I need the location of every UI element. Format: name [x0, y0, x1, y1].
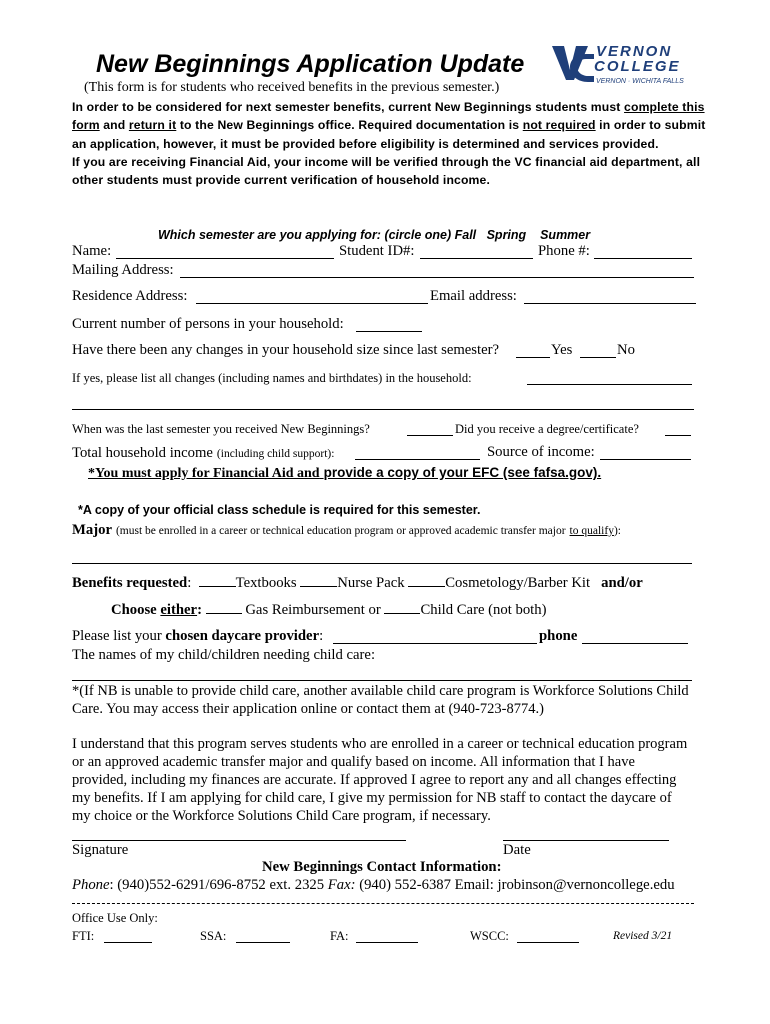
office-fti-field[interactable] — [104, 942, 152, 943]
contact-heading: New Beginnings Contact Information: — [262, 859, 502, 875]
office-fti-label: FTI: — [72, 929, 95, 943]
semester-prompt: Which semester are you applying for: (circle one) Fall Spring Summer — [158, 228, 591, 242]
major-label: Major (must be enrolled in a career or technical education program or approved academic transfer major to qualify): — [72, 522, 621, 538]
income-source-field[interactable] — [600, 459, 691, 460]
fafsa-note: *You must apply for Financial Aid and provide a copy of your EFC (see fafsa.gov). — [88, 465, 602, 481]
phone-field[interactable] — [594, 258, 692, 259]
childcare-note: *(If NB is unable to provide child care, another available child care program is Workforce Solutions Child Care. You may access their application online or contact them at (940-723-8774.) — [72, 683, 689, 717]
nurse-pack-field[interactable] — [300, 574, 337, 587]
office-ssa-field[interactable] — [236, 942, 290, 943]
signature-field[interactable] — [72, 840, 406, 841]
benefits-row: Benefits requested: Textbooks Nurse Pack Cosmetology/Barber Kit and/or — [72, 575, 643, 591]
student-id-label: Student ID#: — [339, 243, 415, 259]
daycare-phone-field[interactable] — [582, 643, 688, 644]
cosmetology-field[interactable] — [408, 574, 445, 587]
household-change-label: Have there been any changes in your household size since last semester? — [72, 342, 500, 358]
children-field[interactable] — [72, 680, 692, 681]
contact-email[interactable]: Email: jrobinson@vernoncollege.edu — [454, 877, 675, 893]
agreement-text: I understand that this program serves students who are enrolled in a career or technical education program or an approved academic transfer major and qualify based on income. All information that I have provided, including my finances are accurate. If approved I agree to report any and all changes effecting my benefits. If I am applying for child care, I give my permission for NB staff to contact the daycare of my choice or the Workforce Solutions Child Care program, if necessary. — [72, 736, 688, 824]
schedule-note: *A copy of your official class schedule is required for this semester. — [78, 503, 481, 517]
household-yes-field[interactable] — [516, 357, 550, 358]
income-label: Total household income (including child support): — [72, 445, 335, 461]
last-semester-label: When was the last semester you received New Beginnings? — [72, 422, 370, 436]
last-semester-field[interactable] — [407, 435, 453, 436]
revised-label: Revised 3/21 — [613, 930, 673, 942]
textbooks-field[interactable] — [199, 574, 236, 587]
intro-text: In order to be considered for next semester benefits, current New Beginnings students must complete this form and return it to the New Beginnings office. Required documentation is not required in order to submit an application, however, it must be provided before eligibility is determined and services provided. If you are receiving Financial Aid, your income will be verified through the VC financial aid department, all other students must provide current verification of household income. — [72, 100, 706, 188]
office-wscc-label: WSCC: — [470, 929, 509, 943]
mailing-field[interactable] — [180, 277, 694, 278]
residence-label: Residence Address: — [72, 288, 188, 304]
email-label: Email address: — [430, 288, 517, 304]
income-field[interactable] — [355, 459, 480, 460]
office-wscc-field[interactable] — [517, 942, 579, 943]
degree-field[interactable] — [665, 435, 691, 436]
gas-field[interactable] — [206, 601, 242, 614]
semester-fall[interactable]: Fall — [454, 228, 477, 242]
mailing-label: Mailing Address: — [72, 262, 174, 278]
office-fa-label: FA: — [330, 929, 349, 943]
household-count-field[interactable] — [356, 331, 422, 332]
name-label: Name: — [72, 243, 112, 259]
student-id-field[interactable] — [420, 258, 533, 259]
list-changes-label: If yes, please list all changes (including names and birthdates) in the household: — [72, 371, 472, 385]
major-field[interactable] — [72, 563, 692, 564]
office-ssa-label: SSA: — [200, 929, 227, 943]
daycare-field[interactable] — [333, 643, 537, 644]
logo-tagline: VERNON · WICHITA FALLS — [596, 78, 684, 85]
date-field[interactable] — [503, 840, 669, 841]
subtitle: (This form is for students who received benefits in the previous semester.) — [84, 80, 500, 95]
no-label: No — [617, 342, 635, 358]
list-changes-field[interactable] — [527, 384, 692, 385]
office-heading: Office Use Only: — [72, 911, 158, 925]
income-source-label: Source of income: — [487, 444, 595, 460]
email-field[interactable] — [524, 303, 696, 304]
logo-text-college: COLLEGE — [594, 58, 681, 75]
household-no-field[interactable] — [580, 357, 616, 358]
page-title: New Beginnings Application Update — [96, 50, 525, 78]
residence-field[interactable] — [196, 303, 428, 304]
semester-spring[interactable]: Spring — [486, 228, 527, 242]
semester-summer[interactable]: Summer — [540, 228, 591, 242]
choose-row: Choose either: Gas Reimbursement or Child Care (not both) — [111, 602, 547, 618]
contact-line: Phone: (940)552-6291/696-8752 ext. 2325 Fax: (940) 552-6387 Email: jrobinson@vernoncollege.edu — [72, 877, 675, 893]
children-label: The names of my child/children needing child care: — [72, 647, 376, 663]
office-fa-field[interactable] — [356, 942, 418, 943]
vc-logo-icon — [550, 40, 700, 90]
divider — [72, 903, 694, 904]
household-count-label: Current number of persons in your household: — [72, 316, 344, 332]
degree-label: Did you receive a degree/certificate? — [455, 422, 639, 436]
daycare-phone-label: phone — [539, 628, 578, 644]
yes-label: Yes — [551, 342, 573, 358]
phone-label: Phone #: — [538, 243, 590, 259]
list-changes-field-2[interactable] — [72, 409, 694, 410]
date-label: Date — [503, 842, 531, 858]
logo-text-vernon: VERNON — [596, 43, 673, 60]
signature-label: Signature — [72, 842, 129, 858]
childcare-field[interactable] — [384, 601, 420, 614]
name-field[interactable] — [116, 258, 334, 259]
daycare-label: Please list your chosen daycare provider: — [72, 628, 324, 644]
vernon-college-logo — [550, 40, 700, 90]
